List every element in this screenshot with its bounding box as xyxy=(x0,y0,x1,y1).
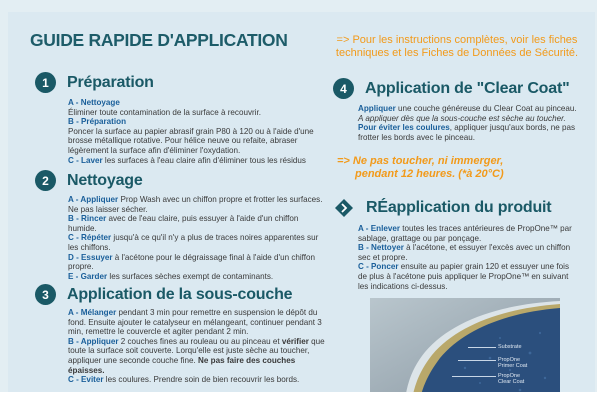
step-label: B - Rincer xyxy=(68,214,107,224)
section-title: Application de la sous-couche xyxy=(67,285,293,303)
step-text: Prop Wash avec un chiffon propre et frotter les surfaces. Ne pas laisser sécher. xyxy=(68,195,323,214)
step-label: E - Garder xyxy=(68,271,108,281)
diamond-icon xyxy=(334,198,354,218)
step-label: B - Préparation xyxy=(68,117,127,127)
step-label: A - Appliquer xyxy=(68,195,119,204)
section-preparation-body xyxy=(68,98,330,165)
step-label: Pour éviter les coulures xyxy=(358,123,450,133)
section-reapplication-header xyxy=(333,198,551,218)
substrate-label: Substrate xyxy=(498,344,522,350)
step-label: C - Laver xyxy=(68,155,103,165)
step-text: jusqu'à ce qu'il n'y a plus de traces noires apparentes sur les chiffons. xyxy=(68,233,319,252)
step-text: toutes les traces antérieures de PropOne™ par sablage, grattage ou par ponçage. xyxy=(358,224,572,243)
section-title: Préparation xyxy=(67,73,154,91)
step-number-badge: 3 xyxy=(35,284,56,305)
step-text: Poncer la surface au papier abrasif grain P80 à 120 ou à l'aide d'une brosse métallique rotative. Pour hélice neuve ou refaite, abraser légèrement la surface afin d'éliminer l'oxydation. xyxy=(68,126,314,155)
label-line: PropOne xyxy=(498,373,521,379)
warning-line: pendant 12 heures. (*à 20°C) xyxy=(355,168,504,180)
step-text: ensuite au papier grain 120 et essuyer une fois de plus à l'acétone puis appliquer le PropOne™ en suivant les indications ci-dessus. xyxy=(358,262,570,291)
coating-layers-illustration xyxy=(370,298,560,400)
step-text: 2 couches fines au rouleau ou au pinceau et xyxy=(118,336,282,346)
section-clear-coat-header xyxy=(333,78,569,99)
section-title: Nettoyage xyxy=(67,171,143,189)
step-label: B - Appliquer xyxy=(68,336,119,346)
drying-warning xyxy=(337,155,581,181)
callout-line xyxy=(452,376,496,377)
step-text: les surfaces à l'eau claire afin d'éliminer tous les résidus xyxy=(102,155,306,165)
step-warning: Ne pas faire des couches épaisses. xyxy=(68,355,296,375)
coating-layers-graphic xyxy=(370,298,560,400)
step-number-badge: 2 xyxy=(35,170,56,191)
section-title: Application de "Clear Coat" xyxy=(365,79,570,97)
bottom-strip xyxy=(0,392,597,400)
intro-note: => Pour les instructions complètes, voir les fiches techniques et les Fiches de Données de Sécurité. xyxy=(335,34,579,59)
section-nettoyage-body xyxy=(68,195,326,281)
label-line: Primer Coat xyxy=(498,363,528,369)
step-text: Éliminer toute contamination de la surface à recouvrir. xyxy=(68,107,261,117)
step-text: les coulures. Prendre soin de bien recouvrir les bords. xyxy=(103,375,300,385)
step-text: les surfaces sèches exempt de contaminants. xyxy=(107,271,274,281)
step-number-badge: 4 xyxy=(333,78,354,99)
section-sous-couche-header xyxy=(35,284,292,305)
step-label: Appliquer xyxy=(358,104,396,113)
primer-coat-label xyxy=(498,357,527,369)
section-reapplication-body xyxy=(358,224,580,291)
label-line: Clear Coat xyxy=(498,379,525,385)
step-text: , appliquer jusqu'aux bords, ne pas frotter les bords avec le pinceau. xyxy=(358,123,576,142)
guide-title: GUIDE RAPIDE D'APPLICATION xyxy=(30,30,288,50)
section-preparation-header xyxy=(35,72,154,93)
step-label: B - Nettoyer xyxy=(358,243,404,253)
step-note: A appliquer dès que la sous-couche est sèche au toucher. xyxy=(358,113,566,123)
clear-coat-label xyxy=(498,373,524,385)
step-text: avec de l'eau claire, puis essuyer à l'aide d'un chiffon humide. xyxy=(68,214,299,233)
callout-line xyxy=(458,360,496,361)
step-label: A - Mélanger xyxy=(68,308,117,317)
callout-line xyxy=(468,347,496,348)
step-label: A - Nettoyage xyxy=(68,98,120,107)
step-label: C - Eviter xyxy=(68,375,104,385)
step-label: C - Poncer xyxy=(358,262,399,272)
label-line: PropOne xyxy=(498,357,521,363)
step-text: que toute la surface soit couverte. Lorqu'elle est juste sèche au toucher, appliquer une seconde couche fine. xyxy=(68,336,325,365)
section-clear-coat-body xyxy=(358,104,580,142)
section-nettoyage-header xyxy=(35,170,143,191)
step-text: à l'acétone pour le dégraissage final à l'aide d'un chiffon propre. xyxy=(68,252,316,272)
step-text: pendant 3 min pour remettre en suspension le dépôt du fond. Ensuite ajouter le catalyseur en mélangeant, continuer pendant 3 min, remettre le couvercle et agiter pendant 2 min. xyxy=(68,308,322,337)
step-label: A - Enlever xyxy=(358,224,400,233)
step-label: D - Essuyer xyxy=(68,252,113,262)
step-emphasis: vérifier xyxy=(281,336,309,346)
step-label: C - Répéter xyxy=(68,233,112,243)
section-title: RÉapplication du produit xyxy=(366,199,552,216)
step-number-badge: 1 xyxy=(35,72,56,93)
step-text: à l'acétone, et essuyer l'excès avec un chiffon sec et propre. xyxy=(358,243,571,262)
warning-line: => Ne pas toucher, ni immerger, xyxy=(337,155,504,167)
section-sous-couche-body xyxy=(68,308,330,385)
step-text: une couche généreuse du Clear Coat au pinceau. xyxy=(395,104,577,113)
